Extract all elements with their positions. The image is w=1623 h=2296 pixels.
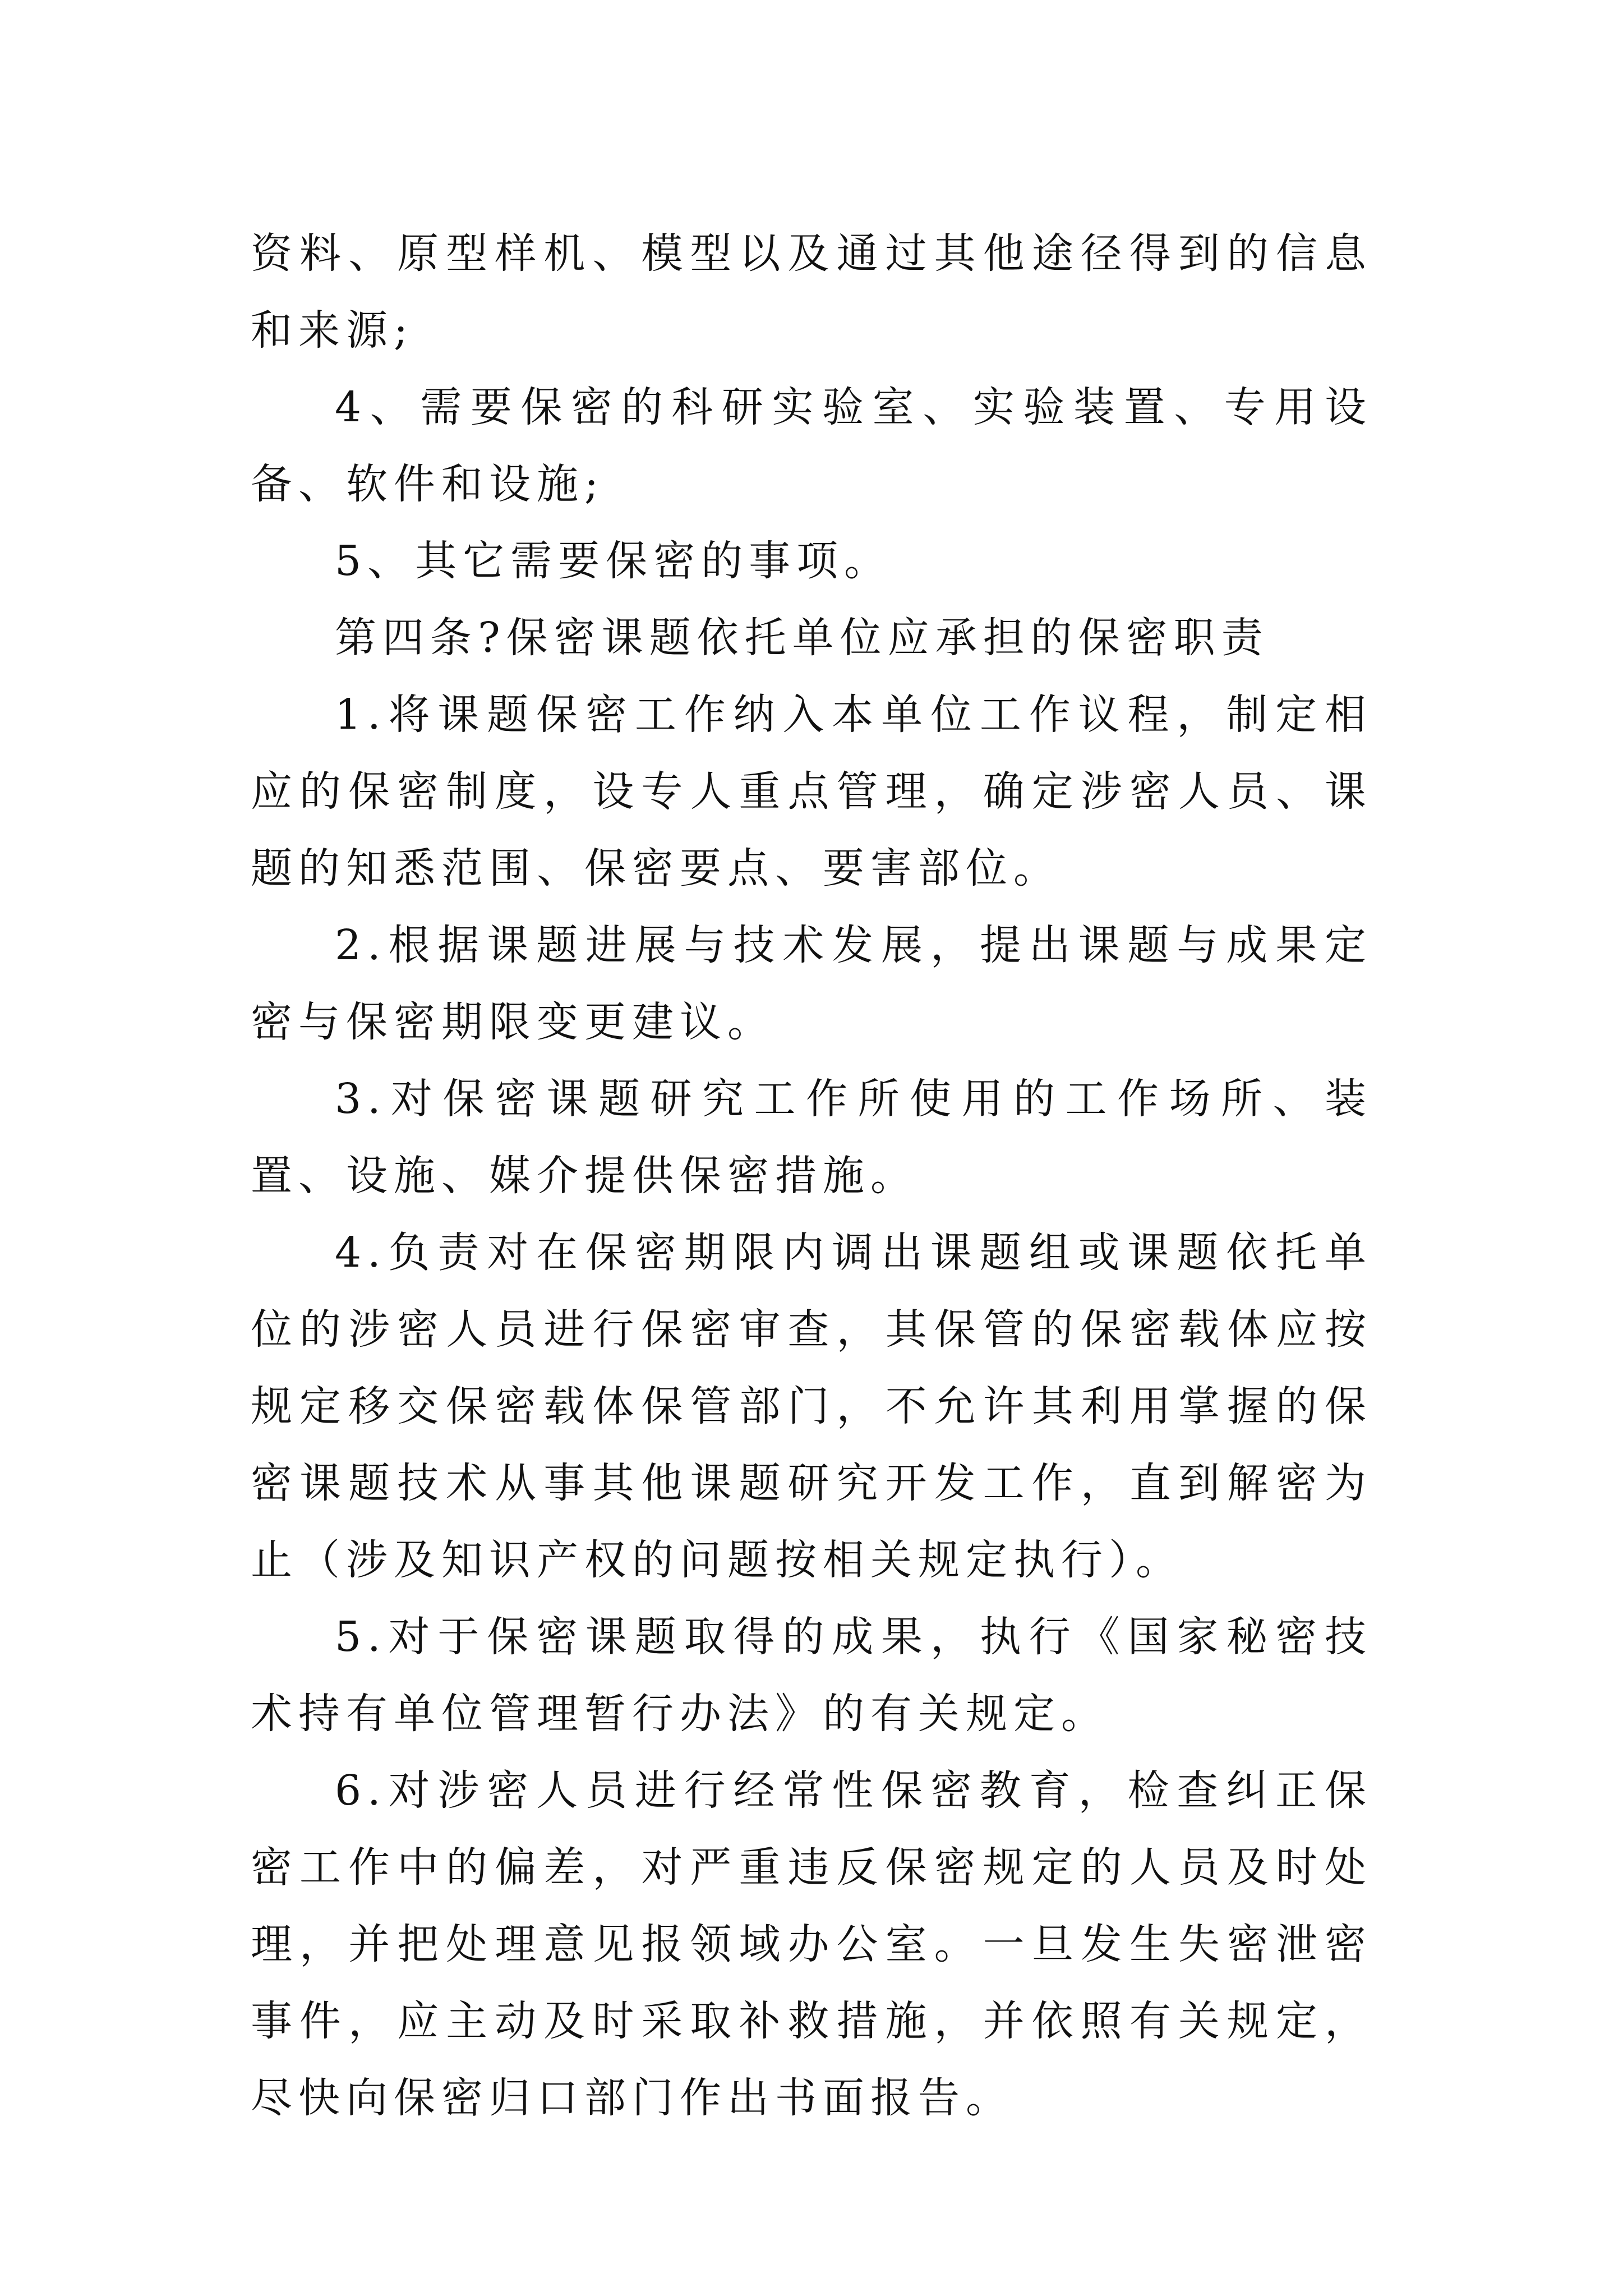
paragraph-item-5: 5、其它需要保密的事项。 bbox=[335, 537, 892, 585]
document-body bbox=[251, 215, 1372, 2137]
paragraph-duty-4: 4.负责对在保密期限内调出课题组或课题依托单位的涉密人员进行保密审查，其保管的保密载体应按规定移交保密载体保管部门，不允许其利用掌握的保密课题技术从事其他课题研究开发工作，直到解密为止（涉及知识产权的问题按相关规定执行）。 bbox=[251, 1228, 1372, 1584]
paragraph-duty-1: 1.将课题保密工作纳入本单位工作议程，制定相应的保密制度，设专人重点管理，确定涉密人员、课题的知悉范围、保密要点、要害部位。 bbox=[251, 691, 1372, 892]
paragraph-continuation: 资料、原型样机、模型以及通过其他途径得到的信息和来源; bbox=[251, 229, 1372, 355]
paragraph-duty-3: 3.对保密课题研究工作所使用的工作场所、装置、设施、媒介提供保密措施。 bbox=[251, 1075, 1372, 1200]
paragraph-duty-2: 2.根据课题进展与技术发展，提出课题与成果定密与保密期限变更建议。 bbox=[251, 921, 1372, 1046]
paragraph-duty-6: 6.对涉密人员进行经常性保密教育，检查纠正保密工作中的偏差，对严重违反保密规定的人员及时处理，并把处理意见报领域办公室。一旦发生失密泄密事件，应主动及时采取补救措施，并依照有关规定，尽快向保密归口部门作出书面报告。 bbox=[251, 1766, 1372, 2122]
paragraph-item-4: 4、需要保密的科研实验室、实验装置、专用设备、软件和设施; bbox=[251, 383, 1372, 508]
paragraph-duty-5: 5.对于保密课题取得的成果，执行《国家秘密技术持有单位管理暂行办法》的有关规定。 bbox=[251, 1613, 1372, 1738]
section-heading-article-4: 第四条?保密课题依托单位应承担的保密职责 bbox=[335, 614, 1269, 662]
